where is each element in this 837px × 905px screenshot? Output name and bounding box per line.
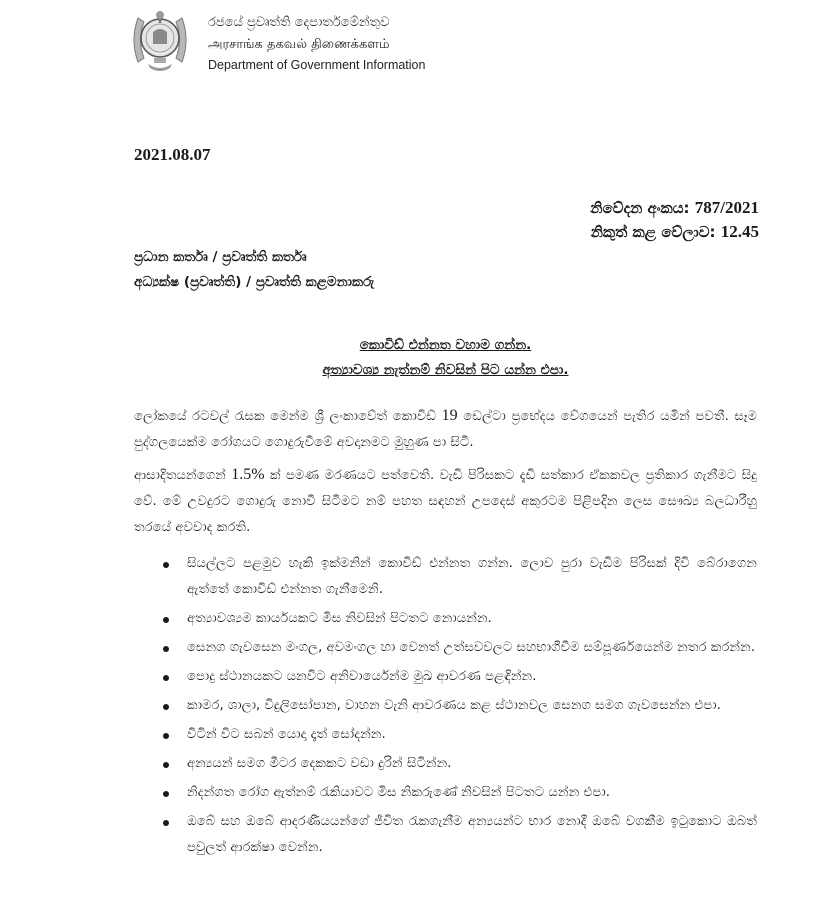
list-item (163, 693, 757, 719)
release-time-label: නිකුත් කළ වේලාව: (590, 223, 716, 241)
paragraph-text: ආසාදිතයන්ගෙන් (134, 468, 232, 483)
list-item (163, 780, 757, 806)
bullet-icon (163, 820, 169, 826)
list-item-text: සියල්ලට පළමුව හැකි ඉක්මනින් කොවිඩ් එන්නත ගන්න. ලොව පුරා වැඩිම පිරිසක් දිවි බේරාගෙන ඇත්තේ කොවිඩ් එන්නත ගැනීමෙනි. (187, 556, 757, 597)
paragraph-number: 19 (441, 407, 458, 424)
addressee-line: අධ්‍යක්ෂ (ප්‍රවෘත්ති) / ප්‍රවෘත්ති කළමනාකරු (134, 274, 375, 290)
bullet-icon (163, 791, 169, 797)
list-item (163, 606, 757, 632)
list-item-text: ඔබේ සහ ඔබේ ආදරණීයයන්ගේ ජීවිත රැකගැනීම අන්‍යයන්ට භාර නොදී ඔබේ වගකීම ඉටුකොට ඔබත් පවුලත් ආරක්ෂා වෙන්න. (187, 814, 757, 855)
list-item-text: පොදු ස්ථානයකට යනවිට අනිවාර්යෙන්ම මුඛ ආවරණ පළඳින්න. (187, 669, 537, 684)
header-english-title: Department of Government Information (208, 58, 426, 72)
release-date: 2021.08.07 (134, 145, 211, 164)
list-item (163, 751, 757, 777)
header-tamil-title: அரசாங்க தகவல் திணைக்களம் (208, 37, 390, 52)
bullet-icon (163, 733, 169, 739)
notice-subtitle: අත්‍යාවශ්‍ය නැත්නම් නිවසින් පිට යන්න එපා. (322, 362, 569, 378)
list-item-text: විටින් විට සබන් යොදා දෑත් සෝදන්න. (187, 727, 386, 742)
advice-list (163, 551, 757, 864)
bullet-icon (163, 762, 169, 768)
list-item-text: සෙනග ගැවසෙන මංගල, අවමංගල හා වෙනත් උත්සවවලට සහභාගීවීම සම්පූර්ණයෙන්ම නතර කරන්න. (187, 640, 756, 655)
body-paragraph (134, 462, 757, 541)
bullet-icon (163, 617, 169, 623)
body-paragraph (134, 403, 757, 456)
bullet-icon (163, 704, 169, 710)
header-sinhala-title: රජයේ ප්‍රවෘත්ති දෙපාර්තමේන්තුව (208, 15, 390, 30)
release-number-value: 787/2021 (694, 198, 759, 217)
paragraph-number: 1.5% (231, 466, 265, 483)
list-item-text: අන්‍යයන් සමග මීටර දෙකකට වඩා දුරින් සිටින්න. (187, 756, 452, 771)
release-time (591, 222, 759, 242)
paragraph-text: ඩෙල්ටා ප්‍රභේදය වේගයෙන් පැතිර යමින් පවතී. සෑම පුද්ගලයෙක්ම රෝගයට ගොදුරුවීමේ අවදානමට මුහුණ පා සිටී. (134, 409, 757, 450)
release-number-label: නිවේදන අංකය: (590, 199, 690, 217)
release-time-value: 12.45 (720, 222, 759, 241)
list-item (163, 551, 757, 603)
list-item (163, 809, 757, 861)
list-item-text: කාමර, ශාලා, විදුලිසෝපාන, වාහන වැනි ආවරණය කළ ස්ථානවල සෙනග සමග ගැවසෙන්න එපා. (187, 698, 721, 713)
list-item-text: නිදන්ගත රෝග ඇත්නම් රැකියාවට මිස නිකරුණේ නිවසින් පිටතට යන්න එපා. (187, 785, 610, 800)
list-item (163, 722, 757, 748)
list-item (163, 664, 757, 690)
addressee-line: ප්‍රධාන කර්තෘ / ප්‍රවෘත්ති කර්තෘ (134, 249, 307, 265)
paragraph-text: ලෝකයේ රටවල් රැසක මෙන්ම ශ්‍රී ලංකාවේත් කොවිඩ් (134, 409, 442, 424)
paragraph-text: ක් පමණ මරණයට පත්වෙති. වැඩි පිරිසකට දැඩි සත්කාර ඒකකවල ප්‍රතිකාර ගැනීමට සිදු වේ. මේ උවදුරට ගොදුරු නොවී සිටීමට නම් පහත සඳහන් උපදෙස් අකුරටම පිළිපදින ලෙස සෞඛ්‍ය බලධාරීහු තරයේ අවවාද කරති. (134, 468, 757, 535)
release-number (590, 198, 759, 218)
bullet-icon (163, 646, 169, 652)
bullet-icon (163, 562, 169, 568)
notice-title: කොවිඩ් එන්නත වහාම ගන්න. (359, 337, 532, 353)
bullet-icon (163, 675, 169, 681)
government-emblem-icon (124, 6, 196, 76)
list-item-text: අත්‍යාවශ්‍යම කාර්යයකට මිස නිවසින් පිටතට නොයන්න. (187, 611, 492, 626)
list-item (163, 635, 757, 661)
